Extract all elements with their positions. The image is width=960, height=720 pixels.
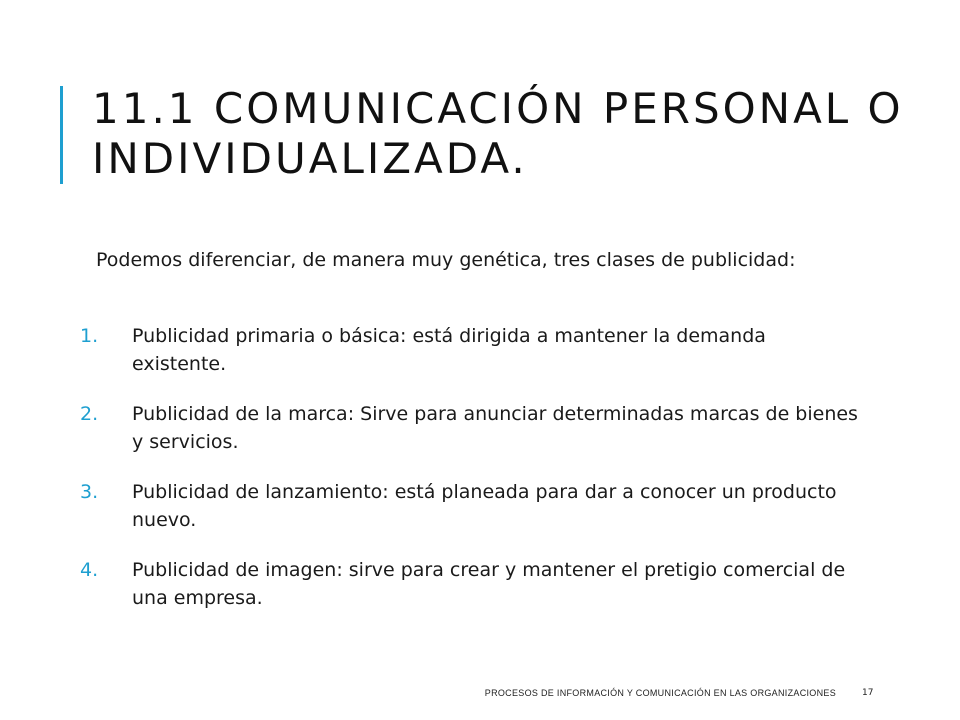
publicity-list	[76, 322, 866, 634]
list-item-number: 1.	[80, 325, 99, 347]
title-accent-bar	[60, 86, 63, 184]
list-item-text: Publicidad de imagen: sirve para crear y mantener el pretigio comercial de una empresa.	[132, 559, 846, 609]
list-item	[76, 556, 866, 612]
list-item	[76, 322, 866, 378]
list-item-number: 4.	[80, 559, 99, 581]
list-item	[76, 478, 866, 534]
footer-text: PROCESOS DE INFORMACIÓN Y COMUNICACIÓN EN LAS ORGANIZACIONES	[484, 688, 836, 698]
list-item	[76, 400, 866, 456]
list-item-number: 2.	[80, 403, 99, 425]
list-item-text: Publicidad de la marca: Sirve para anunciar determinadas marcas de bienes y servicios.	[132, 403, 858, 453]
list-item-text: Publicidad de lanzamiento: está planeada para dar a conocer un producto nuevo.	[132, 481, 837, 531]
footer	[0, 688, 960, 704]
list-item-text: Publicidad primaria o básica: está dirigida a mantener la demanda existente.	[132, 325, 766, 375]
list-item-number: 3.	[80, 481, 99, 503]
intro-paragraph: Podemos diferenciar, de manera muy genética, tres clases de publicidad:	[96, 249, 796, 271]
page-number: 17	[862, 688, 874, 698]
slide-title: 11.1 COMUNICACIÓN PERSONAL O INDIVIDUALIZADA.	[92, 84, 904, 183]
